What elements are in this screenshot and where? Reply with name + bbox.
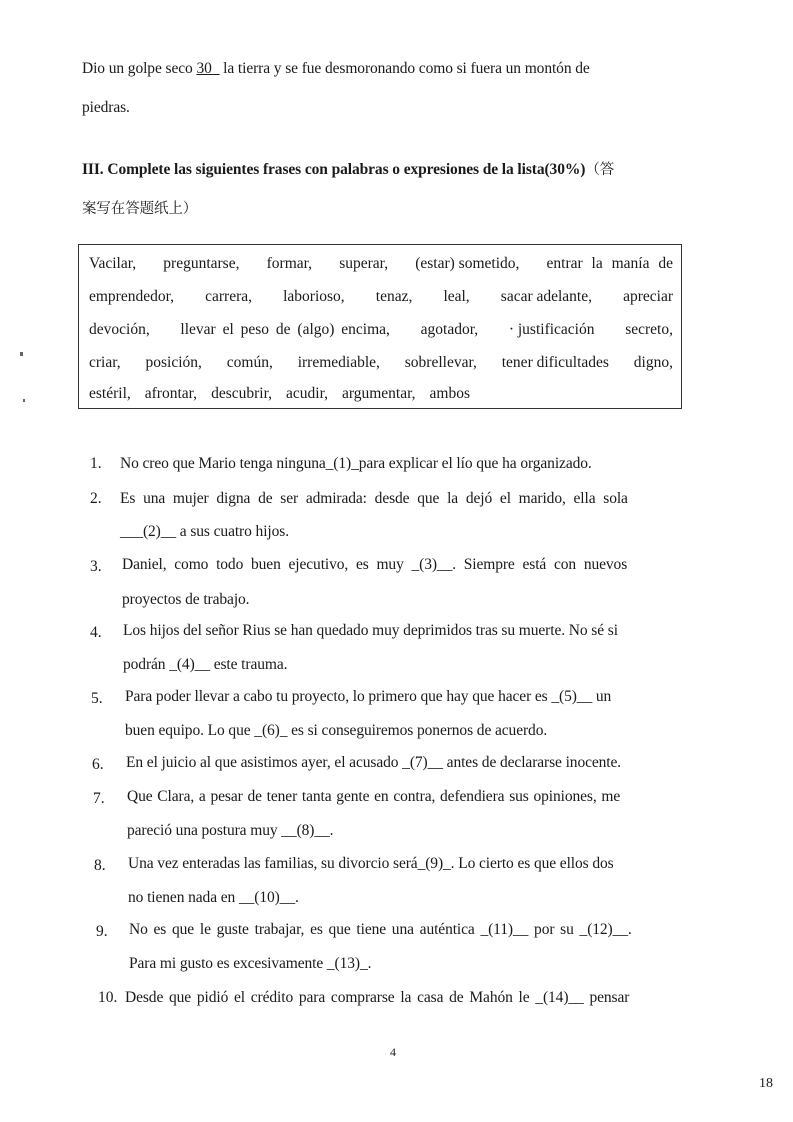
word: · justificación	[508, 321, 595, 338]
continuation-line-2: piedras.	[82, 99, 130, 116]
word: posición,	[145, 354, 202, 371]
word: superar,	[339, 255, 389, 272]
word: leal,	[443, 288, 470, 305]
word-list-row	[89, 354, 673, 372]
word: acudir,	[286, 385, 328, 402]
word-list-row	[89, 321, 673, 339]
word: agotador,	[420, 321, 479, 338]
question-text: pareció una postura muy __(8)__.	[127, 822, 334, 839]
question-text: Que Clara, a pesar de tener tanta gente en contra, defendiera sus opiniones, me	[127, 788, 621, 805]
question-text: Para mi gusto es excesivamente _(13)_.	[129, 955, 372, 972]
question-number: 10.	[98, 989, 118, 1006]
question-text: No es que le guste trabajar, es que tiene una auténtica _(11)__ por su _(12)__.	[129, 921, 632, 938]
word: preguntarse,	[163, 255, 240, 272]
word: llevar el peso de (algo) encima,	[180, 321, 390, 338]
word: afrontar,	[144, 385, 198, 402]
question-text: buen equipo. Lo que _(6)_ es si conseguiremos ponernos de acuerdo.	[125, 722, 548, 739]
word: ambos	[429, 385, 471, 402]
question-text: Para poder llevar a cabo tu proyecto, lo primero que hay que hacer es _(5)__ un	[125, 688, 612, 705]
section-heading-text: III. Complete las siguientes frases con palabras o expresiones de la lista(30%)	[82, 161, 586, 178]
word: descubrir,	[211, 385, 272, 402]
question-number: 5.	[91, 690, 103, 707]
continuation-line-1	[82, 60, 590, 78]
question-text: ___(2)__ a sus cuatro hijos.	[120, 523, 289, 540]
question-number: 8.	[94, 857, 106, 874]
question-number: 1.	[90, 455, 102, 472]
continuation-text-before: Dio un golpe seco	[82, 60, 197, 77]
word-list-row	[89, 385, 673, 403]
word: carrera,	[205, 288, 253, 305]
question-text: Es una mujer digna de ser admirada: desde que la dejó el marido, ella sola	[120, 490, 628, 507]
question-number: 9.	[96, 923, 108, 940]
question-text: podrán _(4)__ este trauma.	[123, 656, 288, 673]
word: común,	[226, 354, 273, 371]
question-text: Una vez enteradas las familias, su divorcio será_(9)_. Lo cierto es que ellos dos	[128, 855, 614, 872]
page-number: 4	[390, 1045, 396, 1059]
word-list-box	[78, 244, 682, 409]
word: sacar adelante,	[500, 288, 592, 305]
word: apreciar	[623, 288, 673, 305]
word: tenaz,	[375, 288, 413, 305]
word: criar,	[89, 354, 121, 371]
word: entrar la manía de	[546, 255, 673, 272]
word: Vacilar,	[89, 255, 137, 272]
continuation-text-after: la tierra y se fue desmoronando como si fuera un montón de	[219, 60, 590, 77]
word: irremediable,	[297, 354, 380, 371]
question-text: No creo que Mario tenga ninguna_(1)_para explicar el lío que ha organizado.	[120, 455, 592, 472]
word: laborioso,	[283, 288, 345, 305]
question-number: 6.	[92, 756, 104, 773]
question-number: 3.	[90, 558, 102, 575]
word: (estar) sometido,	[415, 255, 520, 272]
question-number: 2.	[90, 490, 102, 507]
word-list-row	[89, 255, 673, 273]
word: formar,	[266, 255, 313, 272]
section-heading-cjk-2: 案写在答题纸上）	[82, 201, 198, 217]
word: tener dificultades	[501, 354, 609, 371]
question-text: Daniel, como todo buen ejecutivo, es muy _(3)__. Siempre está con nuevos	[122, 556, 628, 573]
word: estéril,	[89, 385, 131, 402]
word: devoción,	[89, 321, 150, 338]
section-heading	[82, 158, 614, 179]
question-text: Los hijos del señor Rius se han quedado muy deprimidos tras su muerte. No sé si	[123, 622, 618, 639]
question-number: 4.	[90, 624, 102, 641]
section-heading-cjk-1: （答	[585, 162, 615, 178]
question-text: En el juicio al que asistimos ayer, el acusado _(7)__ antes de declararse inocente.	[126, 754, 622, 771]
question-text: Desde que pidió el crédito para comprarse la casa de Mahón le _(14)__ pensar	[125, 989, 630, 1006]
sheet-number: 18	[759, 1076, 773, 1091]
blank-30: 30_	[196, 60, 220, 77]
word: secreto,	[625, 321, 673, 338]
scan-speck	[23, 399, 25, 402]
question-number: 7.	[93, 790, 105, 807]
word-list-row	[89, 288, 673, 306]
word: digno,	[633, 354, 673, 371]
scan-speck	[20, 352, 23, 356]
word: sobrellevar,	[404, 354, 477, 371]
question-text: proyectos de trabajo.	[122, 591, 250, 608]
word: emprendedor,	[89, 288, 175, 305]
word: argumentar,	[341, 385, 416, 402]
question-text: no tienen nada en __(10)__.	[128, 889, 299, 906]
